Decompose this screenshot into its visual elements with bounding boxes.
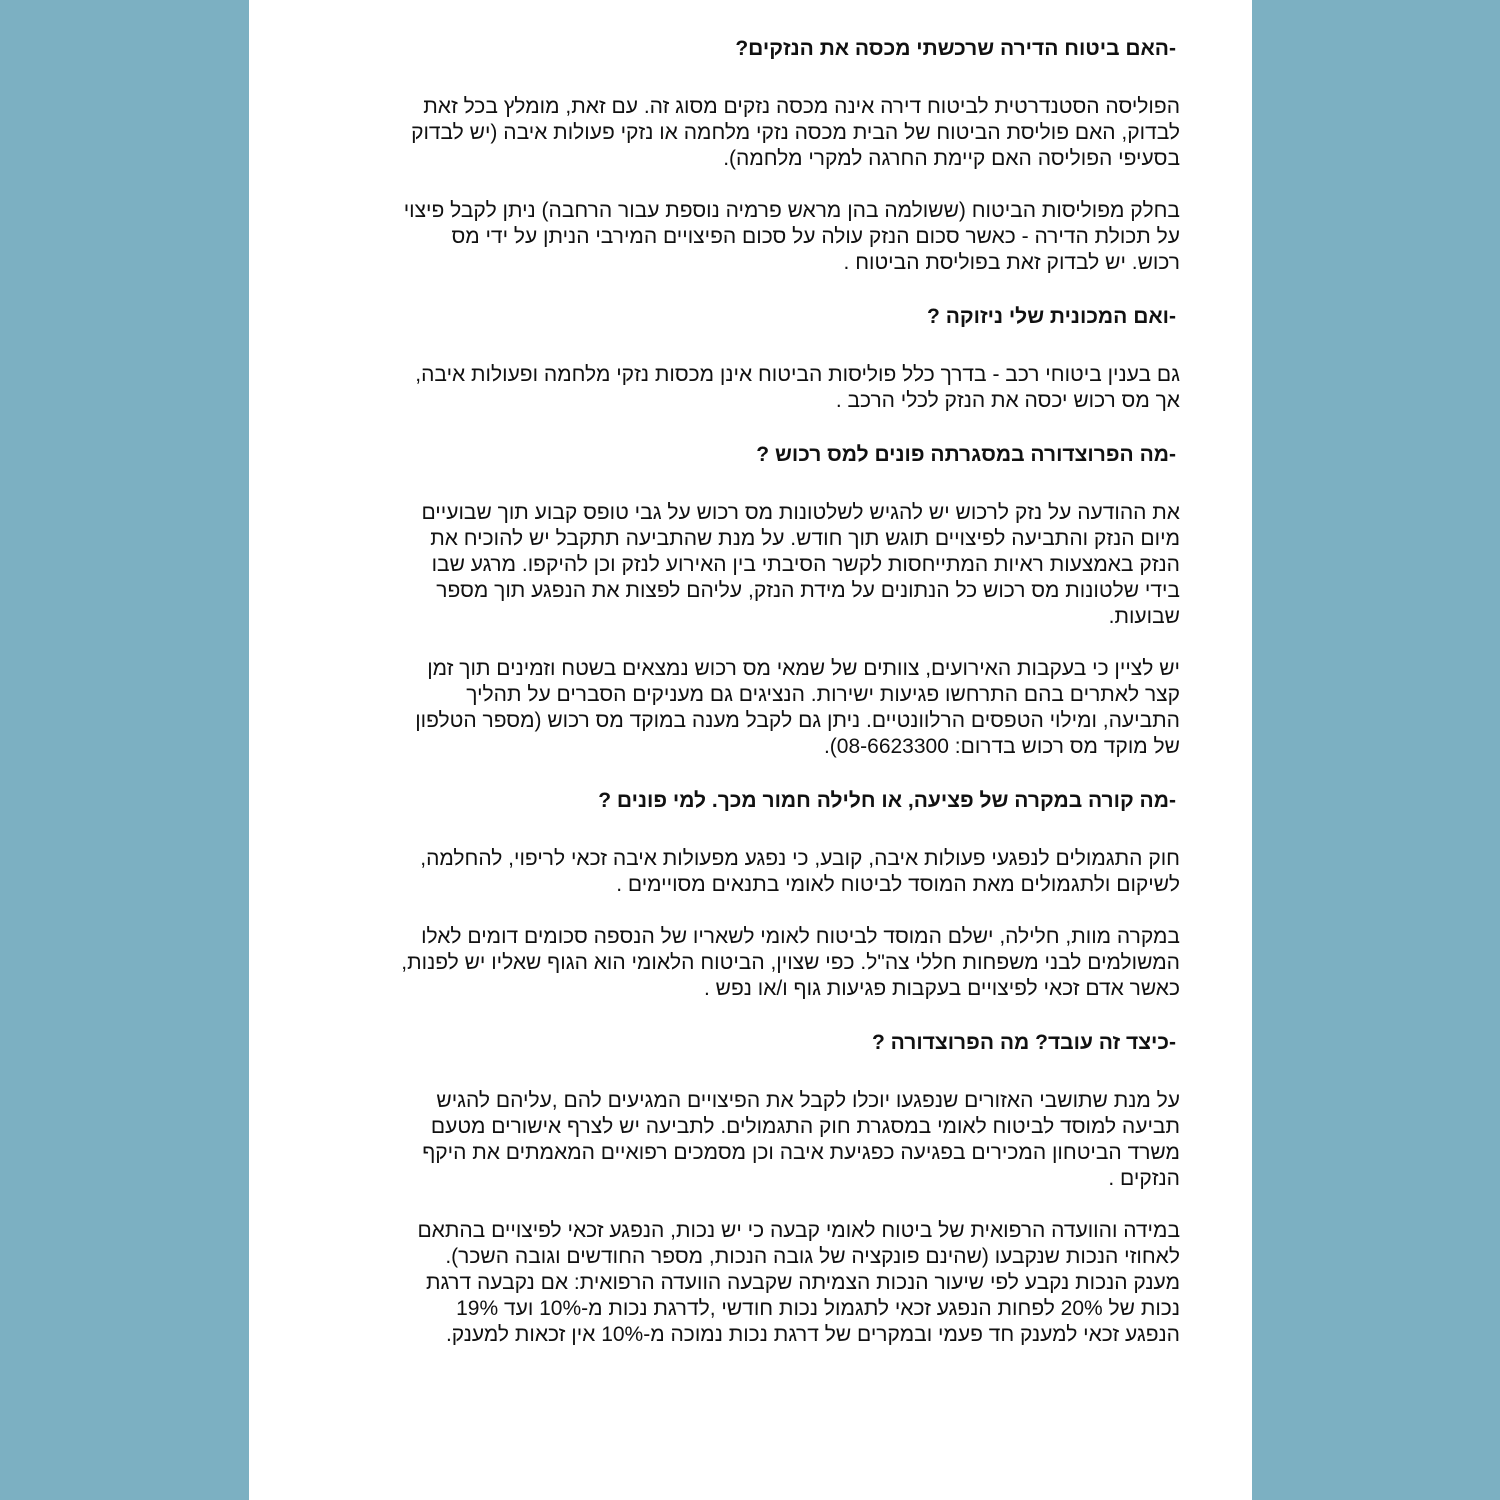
text-line: שבועות. [1108, 605, 1180, 628]
paragraph [309, 1218, 1180, 1348]
text-line: הנפגע זכאי למענק חד פעמי ובמקרים של דרגת נכות נמוכה מ-10% אין זכאות למענק. [445, 1323, 1180, 1346]
text-line: נכות של 20% לפחות הנפגע זכאי לתגמול נכות חודשי ,לדרגת נכות מ-10% ועד 19% [456, 1297, 1180, 1320]
text-line: הנזקים . [1108, 1167, 1180, 1190]
text-line: בידי שלטונות מס רכוש כל הנתונים על מידת הנזק, עליהם לפצות את הנפגע תוך מספר [436, 579, 1180, 602]
text-line: אך מס רכוש יכסה את הנזק לכלי הרכב . [835, 389, 1180, 412]
text-line: מענק הנכות נקבע לפי שיעור הנכות הצמיתה שקבעה הוועדה הרפואית: אם נקבעה דרגת [425, 1271, 1180, 1294]
text-line: גם בענין ביטוחי רכב - בדרך כלל פוליסות הביטוח אינן מכסות נזקי מלחמה ופעולות איבה, [415, 363, 1180, 386]
text-line: משרד הביטחון המכירים בפגיעה כפגיעת איבה וכן מסמכים רפואיים המאמתים את היקף [422, 1141, 1180, 1164]
section-heading: -מה הפרוצדורה במסגרתה פונים למס רכוש ? [756, 443, 1176, 466]
text-line: התביעה, ומילוי הטפסים הרלוונטיים. ניתן גם לקבל מענה במוקד מס רכוש (מספר הטלפון [415, 709, 1180, 732]
section [309, 786, 1180, 1002]
text-line: תביעה למוסד לביטוח לאומי במסגרת חוק התגמולים. לתביעה יש לצרף אישורים מטעם [430, 1115, 1180, 1138]
text-line: במידה והוועדה הרפואית של ביטוח לאומי קבעה כי יש נכות, הנפגע זכאי לפיצויים בהתאם [417, 1219, 1180, 1242]
document-content [309, 30, 1180, 1374]
text-line: הפוליסה הסטנדרטית לביטוח דירה אינה מכסה נזקים מסוג זה. עם זאת, מומלץ בכל זאת [423, 95, 1180, 118]
text-line: של מוקד מס רכוש בדרום: 08-6623300). [823, 735, 1180, 758]
text-line: על תכולת הדירה - כאשר סכום הנזק עולה על סכום הפיצויים המירבי הניתן על ידי מס [451, 225, 1180, 248]
section-heading: -כיצד זה עובד? מה הפרוצדורה ? [872, 1031, 1176, 1054]
section-heading: -ואם המכונית שלי ניזוקה ? [927, 305, 1176, 328]
text-line: המשולמים לבני משפחות חללי צה"ל. כפי שצוין, הביטוח הלאומי הוא הגוף שאליו יש לפנות, [401, 951, 1180, 974]
paragraph [309, 846, 1180, 898]
paragraph [309, 1088, 1180, 1192]
section [309, 440, 1180, 760]
text-line: הנזק באמצעות ראיות המתייחסות לקשר הסיבתי בין האירוע לנזק וכן להיקפו. מרגע שבו [431, 553, 1180, 576]
text-line: חוק התגמולים לנפגעי פעולות איבה, קובע, כי נפגע מפעולות איבה זכאי לריפוי, להחלמה, [420, 847, 1180, 870]
text-line: כאשר אדם זכאי לפיצויים בעקבות פגיעות גוף ו/או נפש . [703, 977, 1180, 1000]
text-line: במקרה מוות, חלילה, ישלם המוסד לביטוח לאומי לשאריו של הנספה סכומים דומים לאלו [421, 925, 1180, 948]
paragraph [309, 94, 1180, 172]
section-heading: -מה קורה במקרה של פציעה, או חלילה חמור מכך. למי פונים ? [598, 789, 1176, 812]
text-line: לבדוק, האם פוליסת הביטוח של הבית מכסה נזקי מלחמה או נזקי פעולות איבה (יש לבדוק [411, 121, 1180, 144]
paragraph [309, 656, 1180, 760]
paragraph [309, 500, 1180, 630]
text-line: קצר לאתרים בהם התרחשו פגיעות ישירות. הנציגים גם מעניקים הסברים על תהליך [466, 683, 1180, 706]
text-line: בחלק מפוליסות הביטוח (ששולמה בהן מראש פרמיה נוספת עבור הרחבה) ניתן לקבל פיצוי [403, 199, 1180, 222]
text-line: לשיקום ולתגמולים מאת המוסד לביטוח לאומי בתנאים מסויימים . [616, 873, 1180, 896]
text-line: רכוש. יש לבדוק זאת בפוליסת הביטוח . [843, 251, 1180, 274]
paragraph [309, 924, 1180, 1002]
text-line: מיום הנזק והתביעה לפיצויים תוגש תוך חודש. על מנת שהתביעה תתקבל יש להוכיח את [430, 527, 1180, 550]
section [309, 1028, 1180, 1348]
text-line: לאחוזי הנכות שנקבעו (שהינם פונקציה של גובה הנכות, מספר החודשים וגובה השכר). [445, 1245, 1180, 1268]
section-heading: -האם ביטוח הדירה שרכשתי מכסה את הנזקים? [735, 37, 1176, 60]
text-line: על מנת שתושבי האזורים שנפגעו יוכלו לקבל את הפיצויים המגיעים להם ,עליהם להגיש [436, 1089, 1180, 1112]
text-line: יש לציין כי בעקבות האירועים, צוותים של שמאי מס רכוש נמצאים בשטח וזמינים תוך זמן [427, 657, 1180, 680]
section [309, 302, 1180, 414]
document-page [249, 0, 1252, 1500]
section [309, 34, 1180, 276]
text-line: בסעיפי הפוליסה האם קיימת החרגה למקרי מלחמה). [723, 147, 1180, 170]
paragraph [309, 198, 1180, 276]
paragraph [309, 362, 1180, 414]
text-line: את ההודעה על נזק לרכוש יש להגיש לשלטונות מס רכוש על גבי טופס קבוע תוך שבועיים [421, 501, 1180, 524]
